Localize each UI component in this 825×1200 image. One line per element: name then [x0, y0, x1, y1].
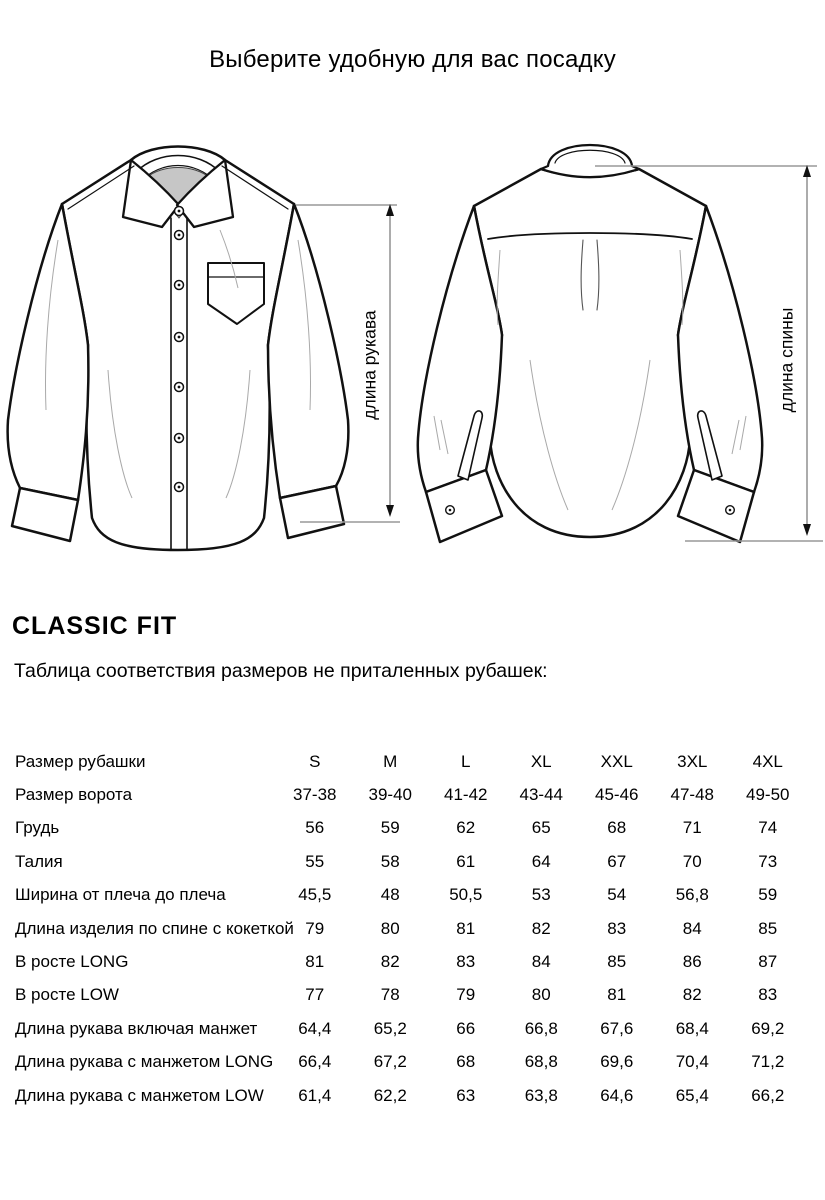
table-cell: 77 — [305, 985, 325, 1005]
table-cell: 61 — [456, 851, 476, 871]
table-row — [15, 1079, 815, 1112]
table-cell: 85 — [607, 952, 627, 972]
row-label: Длина изделия по спине с кокеткой — [15, 918, 294, 938]
table-cell: 83 — [758, 985, 778, 1005]
size-header-cell: S — [309, 751, 321, 771]
table-cell: 55 — [305, 851, 325, 871]
table-cell: 71,2 — [751, 1052, 785, 1072]
fit-heading: CLASSIC FIT — [12, 612, 178, 640]
table-cell: 83 — [456, 952, 476, 972]
table-cell: 45,5 — [298, 885, 332, 905]
table-cell: 49-50 — [746, 785, 790, 805]
table-cell: 86 — [682, 952, 702, 972]
size-header-cell: 3XL — [677, 751, 708, 771]
table-cell: 74 — [758, 818, 778, 838]
table-cell: 64 — [531, 851, 551, 871]
table-cell: 65,2 — [373, 1018, 407, 1038]
table-cell: 67,6 — [600, 1018, 634, 1038]
table-cell: 70,4 — [675, 1052, 709, 1072]
table-cell: 70 — [682, 851, 702, 871]
table-row — [15, 945, 815, 978]
row-label: В росте LOW — [15, 985, 119, 1005]
table-row — [15, 812, 815, 845]
table-cell: 43-44 — [519, 785, 563, 805]
table-row — [15, 879, 815, 912]
table-cell: 58 — [380, 851, 400, 871]
table-cell: 59 — [380, 818, 400, 838]
table-cell: 73 — [758, 851, 778, 871]
table-cell: 71 — [682, 818, 702, 838]
table-cell: 87 — [758, 952, 778, 972]
size-table — [15, 745, 815, 1112]
table-cell: 82 — [380, 952, 400, 972]
back-dim-label: длина спины — [776, 307, 797, 413]
table-cell: 56,8 — [675, 885, 709, 905]
table-cell: 78 — [380, 985, 400, 1005]
size-header-cell: XXL — [600, 751, 633, 771]
table-cell: 64,4 — [298, 1018, 332, 1038]
row-label: В росте LONG — [15, 952, 129, 972]
page-title: Выберите удобную для вас посадку — [209, 46, 616, 73]
shirt-front-drawing — [0, 120, 410, 560]
table-cell: 65,4 — [675, 1085, 709, 1105]
row-label: Размер рубашки — [15, 751, 146, 771]
table-cell: 69,2 — [751, 1018, 785, 1038]
table-cell: 67,2 — [373, 1052, 407, 1072]
row-label: Длина рукава с манжетом LOW — [15, 1085, 264, 1105]
table-cell: 41-42 — [444, 785, 488, 805]
table-cell: 68 — [607, 818, 627, 838]
table-cell: 83 — [607, 918, 627, 938]
size-header-cell: M — [383, 751, 398, 771]
table-cell: 53 — [531, 885, 551, 905]
row-label: Талия — [15, 851, 63, 871]
table-cell: 81 — [607, 985, 627, 1005]
back-body — [474, 169, 706, 537]
table-cell: 37-38 — [293, 785, 337, 805]
table-cell: 84 — [531, 952, 551, 972]
table-cell: 66,2 — [751, 1085, 785, 1105]
table-header-row — [15, 745, 815, 778]
table-cell: 69,6 — [600, 1052, 634, 1072]
table-row — [15, 1012, 815, 1045]
row-label: Длина рукава с манжетом LONG — [15, 1052, 274, 1072]
table-cell: 68,8 — [524, 1052, 558, 1072]
table-cell: 66,4 — [298, 1052, 332, 1072]
table-cell: 56 — [305, 818, 325, 838]
row-label: Размер ворота — [15, 785, 133, 805]
front-dim-label: длина рукава — [359, 310, 380, 420]
table-cell: 82 — [531, 918, 551, 938]
table-cell: 80 — [380, 918, 400, 938]
table-row — [15, 778, 815, 811]
table-cell: 66 — [456, 1018, 476, 1038]
table-cell: 62,2 — [373, 1085, 407, 1105]
table-cell: 63 — [456, 1085, 476, 1105]
table-cell: 48 — [380, 885, 400, 905]
table-row — [15, 845, 815, 878]
table-cell: 62 — [456, 818, 476, 838]
table-cell: 68,4 — [675, 1018, 709, 1038]
table-row — [15, 912, 815, 945]
table-cell: 59 — [758, 885, 778, 905]
table-cell: 61,4 — [298, 1085, 332, 1105]
table-cell: 63,8 — [524, 1085, 558, 1105]
table-cell: 45-46 — [595, 785, 639, 805]
table-cell: 85 — [758, 918, 778, 938]
table-cell: 79 — [456, 985, 476, 1005]
table-cell: 84 — [682, 918, 702, 938]
table-cell: 81 — [305, 952, 325, 972]
table-cell: 80 — [531, 985, 551, 1005]
table-cell: 82 — [682, 985, 702, 1005]
table-row — [15, 1046, 815, 1079]
table-caption: Таблица соответствия размеров не приталенных рубашек: — [14, 660, 548, 682]
table-cell: 47-48 — [670, 785, 714, 805]
table-cell: 65 — [531, 818, 551, 838]
table-row — [15, 979, 815, 1012]
row-label: Ширина от плеча до плеча — [15, 885, 226, 905]
row-label: Длина рукава включая манжет — [15, 1018, 258, 1038]
table-cell: 64,6 — [600, 1085, 634, 1105]
table-cell: 79 — [305, 918, 325, 938]
row-label: Грудь — [15, 818, 60, 838]
shirt-back-drawing — [410, 120, 825, 565]
size-header-cell: 4XL — [752, 751, 783, 771]
table-cell: 54 — [607, 885, 627, 905]
shirt-diagrams — [0, 120, 825, 570]
size-header-cell: L — [461, 751, 471, 771]
size-header-cell: XL — [530, 751, 552, 771]
table-cell: 67 — [607, 851, 627, 871]
table-cell: 66,8 — [524, 1018, 558, 1038]
table-cell: 39-40 — [368, 785, 412, 805]
table-cell: 81 — [456, 918, 476, 938]
table-cell: 68 — [456, 1052, 476, 1072]
table-cell: 50,5 — [449, 885, 483, 905]
